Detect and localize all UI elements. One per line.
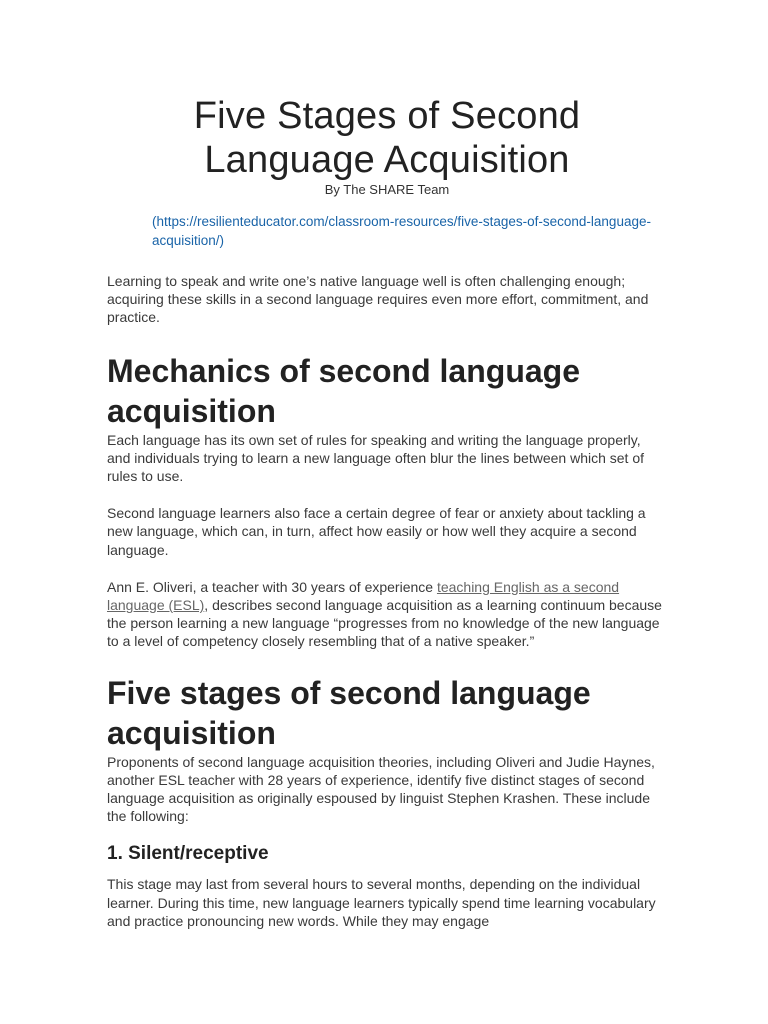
stage-1-paragraph: This stage may last from several hours to several months, depending on the individual learner. During this time, new language learners typically spend time learning vocabulary and practice pronouncing new words. While they may engage: [107, 876, 656, 929]
esl-link[interactable]: teaching English as a second language (ESL): [107, 578, 620, 614]
mechanics-heading: Mechanics of second language acquisition: [107, 352, 580, 429]
five-stages-heading: Five stages of second language acquisition: [107, 674, 591, 751]
mechanics-paragraph-2: Second language learners also face a certain degree of fear or anxiety about tackling a new language, which can, in turn, affect how easily or how well they acquire a second language.: [107, 505, 646, 558]
intro-paragraph: Learning to speak and write one’s native language well is often challenging enough; acquiring these skills in a second language requires even more effort, commitment, and practice.: [107, 273, 649, 326]
five-stages-intro: Proponents of second language acquisition theories, including Oliveri and Judie Haynes, another ESL teacher with 28 years of experience, identify five distinct stages of second language acquisition as originally espoused by linguist Stephen Krashen. These include the following:: [107, 753, 655, 825]
mechanics-paragraph-3: [107, 578, 667, 651]
source-link[interactable]: (https://resilienteducator.com/classroom-resources/five-stages-of-second-language-acquisition/): [152, 214, 651, 248]
stage-1-heading: 1. Silent/receptive: [107, 843, 269, 865]
source-citation: [152, 212, 652, 250]
oliveri-text-end: , describes second language acquisition as a learning continuum because the person learning a new language “progresses from no knowledge of the new language to a level of competency closely resembling that of a native speaker.”: [107, 597, 662, 650]
byline: By The SHARE Team: [324, 182, 450, 197]
article-title: Five Stages of Second Language Acquisition: [193, 95, 581, 181]
article-body: [107, 94, 667, 930]
mechanics-paragraph-1: Each language has its own set of rules for speaking and writing the language properly, and individuals trying to learn a new language often blur the lines between which set of rules to use.: [107, 431, 645, 485]
oliveri-text-start: Ann E. Oliveri, a teacher with 30 years of experience: [107, 578, 437, 595]
